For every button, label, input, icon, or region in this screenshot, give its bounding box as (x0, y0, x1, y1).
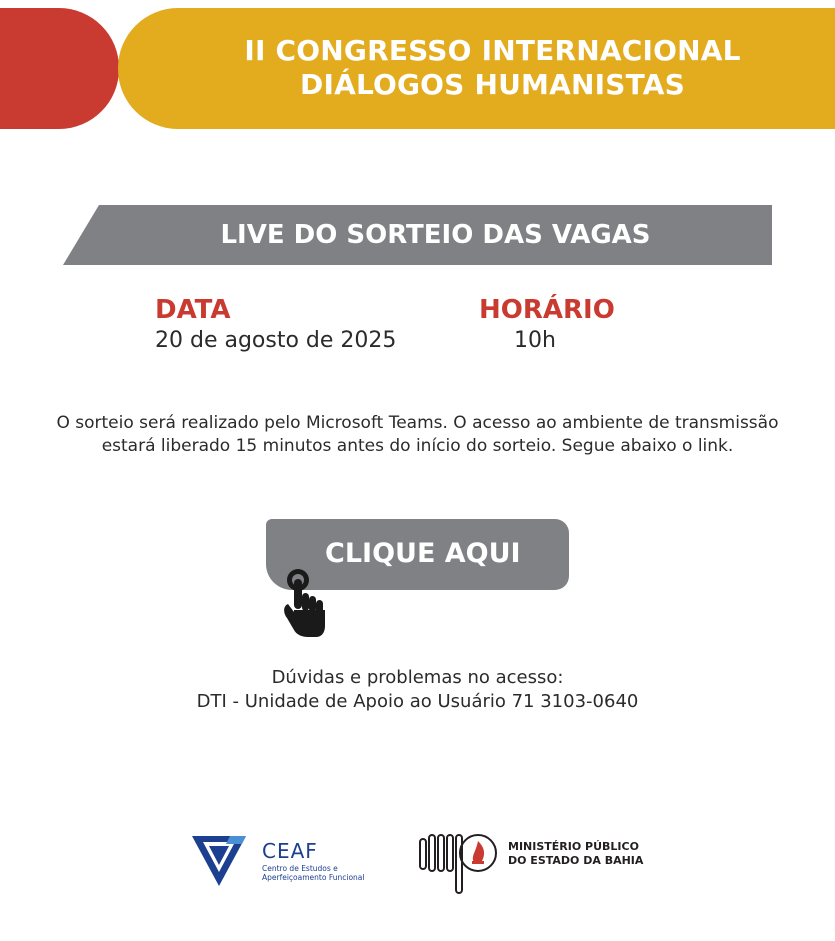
support-info (0, 666, 835, 714)
title-line-1: II CONGRESSO INTERNACIONAL (244, 34, 741, 67)
mp-line-2: DO ESTADO DA BAHIA (508, 854, 644, 867)
title-line-2: DIÁLOGOS HUMANISTAS (300, 68, 685, 101)
description-line-1: O sorteio será realizado pelo Microsoft Teams. O acesso ao ambiente de transmissão (56, 413, 779, 433)
ceaf-subtitle-line-1: Centro de Estudos e (262, 864, 338, 873)
page-title (150, 34, 835, 102)
time-value: 10h (514, 328, 556, 353)
pointing-hand-icon[interactable] (280, 566, 330, 640)
clique-aqui-label[interactable]: CLIQUE AQUI (325, 538, 521, 569)
ceaf-logo-name: CEAF (262, 839, 318, 863)
support-line-2: DTI - Unidade de Apoio ao Usuário 71 3103-0640 (196, 691, 639, 712)
date-value: 20 de agosto de 2025 (155, 328, 397, 353)
ceaf-logo-icon (190, 832, 248, 888)
mp-line-1: MINISTÉRIO PÚBLICO (508, 840, 639, 853)
date-label: DATA (155, 295, 231, 325)
live-banner-label: LIVE DO SORTEIO DAS VAGAS (220, 220, 651, 250)
support-line-1: Dúvidas e problemas no acesso: (271, 667, 564, 688)
ceaf-subtitle-line-2: Aperfeiçoamento Funcional (262, 873, 365, 882)
time-label: HORÁRIO (479, 295, 615, 325)
description (10, 412, 825, 458)
mp-bahia-logo-icon (418, 831, 500, 895)
description-line-2: estará liberado 15 minutos antes do início do sorteio. Segue abaixo o link. (101, 436, 734, 456)
ceaf-logo-subtitle (262, 864, 364, 882)
mp-bahia-logo-text (508, 840, 643, 868)
red-accent-shape (0, 8, 119, 129)
